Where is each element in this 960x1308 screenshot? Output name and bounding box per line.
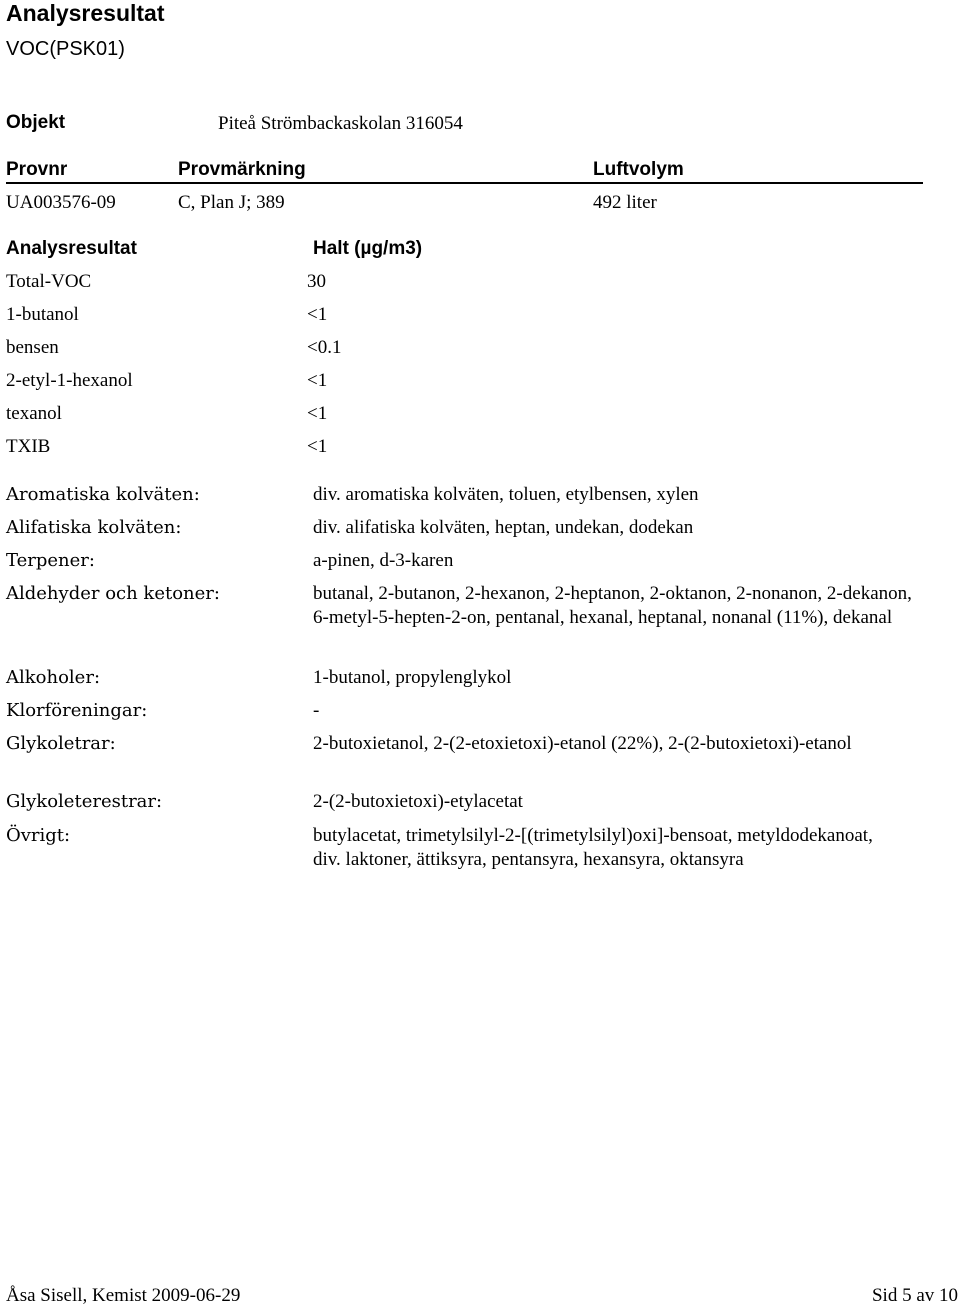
category-label: Glykoletrar: xyxy=(6,733,116,754)
provmarkning-header: Provmärkning xyxy=(178,159,306,180)
category-text: - xyxy=(313,700,320,721)
category-text: 2-butoxietanol, 2-(2-etoxietoxi)-etanol (22%), 2-(2-butoxietoxi)-etanol xyxy=(313,733,852,754)
provnr-header: Provnr xyxy=(6,159,68,180)
page-title: Analysresultat xyxy=(6,0,165,26)
category-text: div. aromatiska kolväten, toluen, etylbensen, xylen xyxy=(313,484,699,505)
category-text: div. alifatiska kolväten, heptan, undekan, dodekan xyxy=(313,517,694,538)
result-name: Total-VOC xyxy=(6,271,92,292)
page-subtitle: VOC(PSK01) xyxy=(6,38,125,60)
result-name: bensen xyxy=(6,337,59,358)
category-label: Klorföreningar: xyxy=(6,700,148,721)
category-text: a-pinen, d-3-karen xyxy=(313,550,454,571)
category-text: 1-butanol, propylenglykol xyxy=(313,667,512,688)
results-header-label: Analysresultat xyxy=(6,238,137,259)
result-value: <1 xyxy=(307,436,328,457)
category-text: 2-(2-butoxietoxi)-etylacetat xyxy=(313,791,523,812)
category-label: Aromatiska kolväten: xyxy=(6,484,200,505)
category-label: Aldehyder och ketoner: xyxy=(6,583,220,604)
result-value: <0.1 xyxy=(307,337,342,358)
objekt-value: Piteå Strömbackaskolan 316054 xyxy=(218,113,463,134)
category-text: butanal, 2-butanon, 2-hexanon, 2-heptanon, 2-oktanon, 2-nonanon, 2-dekanon, 6-metyl-5-hepten-2-on, pentanal, hexanal, heptanal, nonanal (11%), dekanal xyxy=(313,583,912,628)
provmarkning-value: C, Plan J; 389 xyxy=(178,192,285,213)
category-label: Glykoleterestrar: xyxy=(6,791,163,812)
result-value: 30 xyxy=(307,271,326,292)
category-label: Alkoholer: xyxy=(6,667,101,688)
result-name: TXIB xyxy=(6,436,51,457)
category-label: Övrigt: xyxy=(6,825,71,846)
luftvolym-header: Luftvolym xyxy=(593,159,684,180)
result-name: 1-butanol xyxy=(6,304,79,325)
footer-author: Åsa Sisell, Kemist 2009-06-29 xyxy=(6,1285,241,1306)
objekt-label: Objekt xyxy=(6,112,66,133)
category-label: Alifatiska kolväten: xyxy=(6,517,182,538)
header-divider xyxy=(6,182,923,184)
results-header-unit: Halt (µg/m3) xyxy=(313,238,423,259)
luftvolym-value: 492 liter xyxy=(593,192,657,213)
category-label: Terpener: xyxy=(6,550,95,571)
footer-page-number: Sid 5 av 10 xyxy=(871,1285,958,1306)
category-text: butylacetat, trimetylsilyl-2-[(trimetylsilyl)oxi]-bensoat, metyldodekanoat, div. laktoner, ättiksyra, pentansyra, hexansyra, oktansyra xyxy=(313,825,873,870)
result-value: <1 xyxy=(307,304,328,325)
result-name: 2-etyl-1-hexanol xyxy=(6,370,133,391)
result-value: <1 xyxy=(307,370,328,391)
result-name: texanol xyxy=(6,403,62,424)
provnr-value: UA003576-09 xyxy=(6,192,116,213)
result-value: <1 xyxy=(307,403,328,424)
